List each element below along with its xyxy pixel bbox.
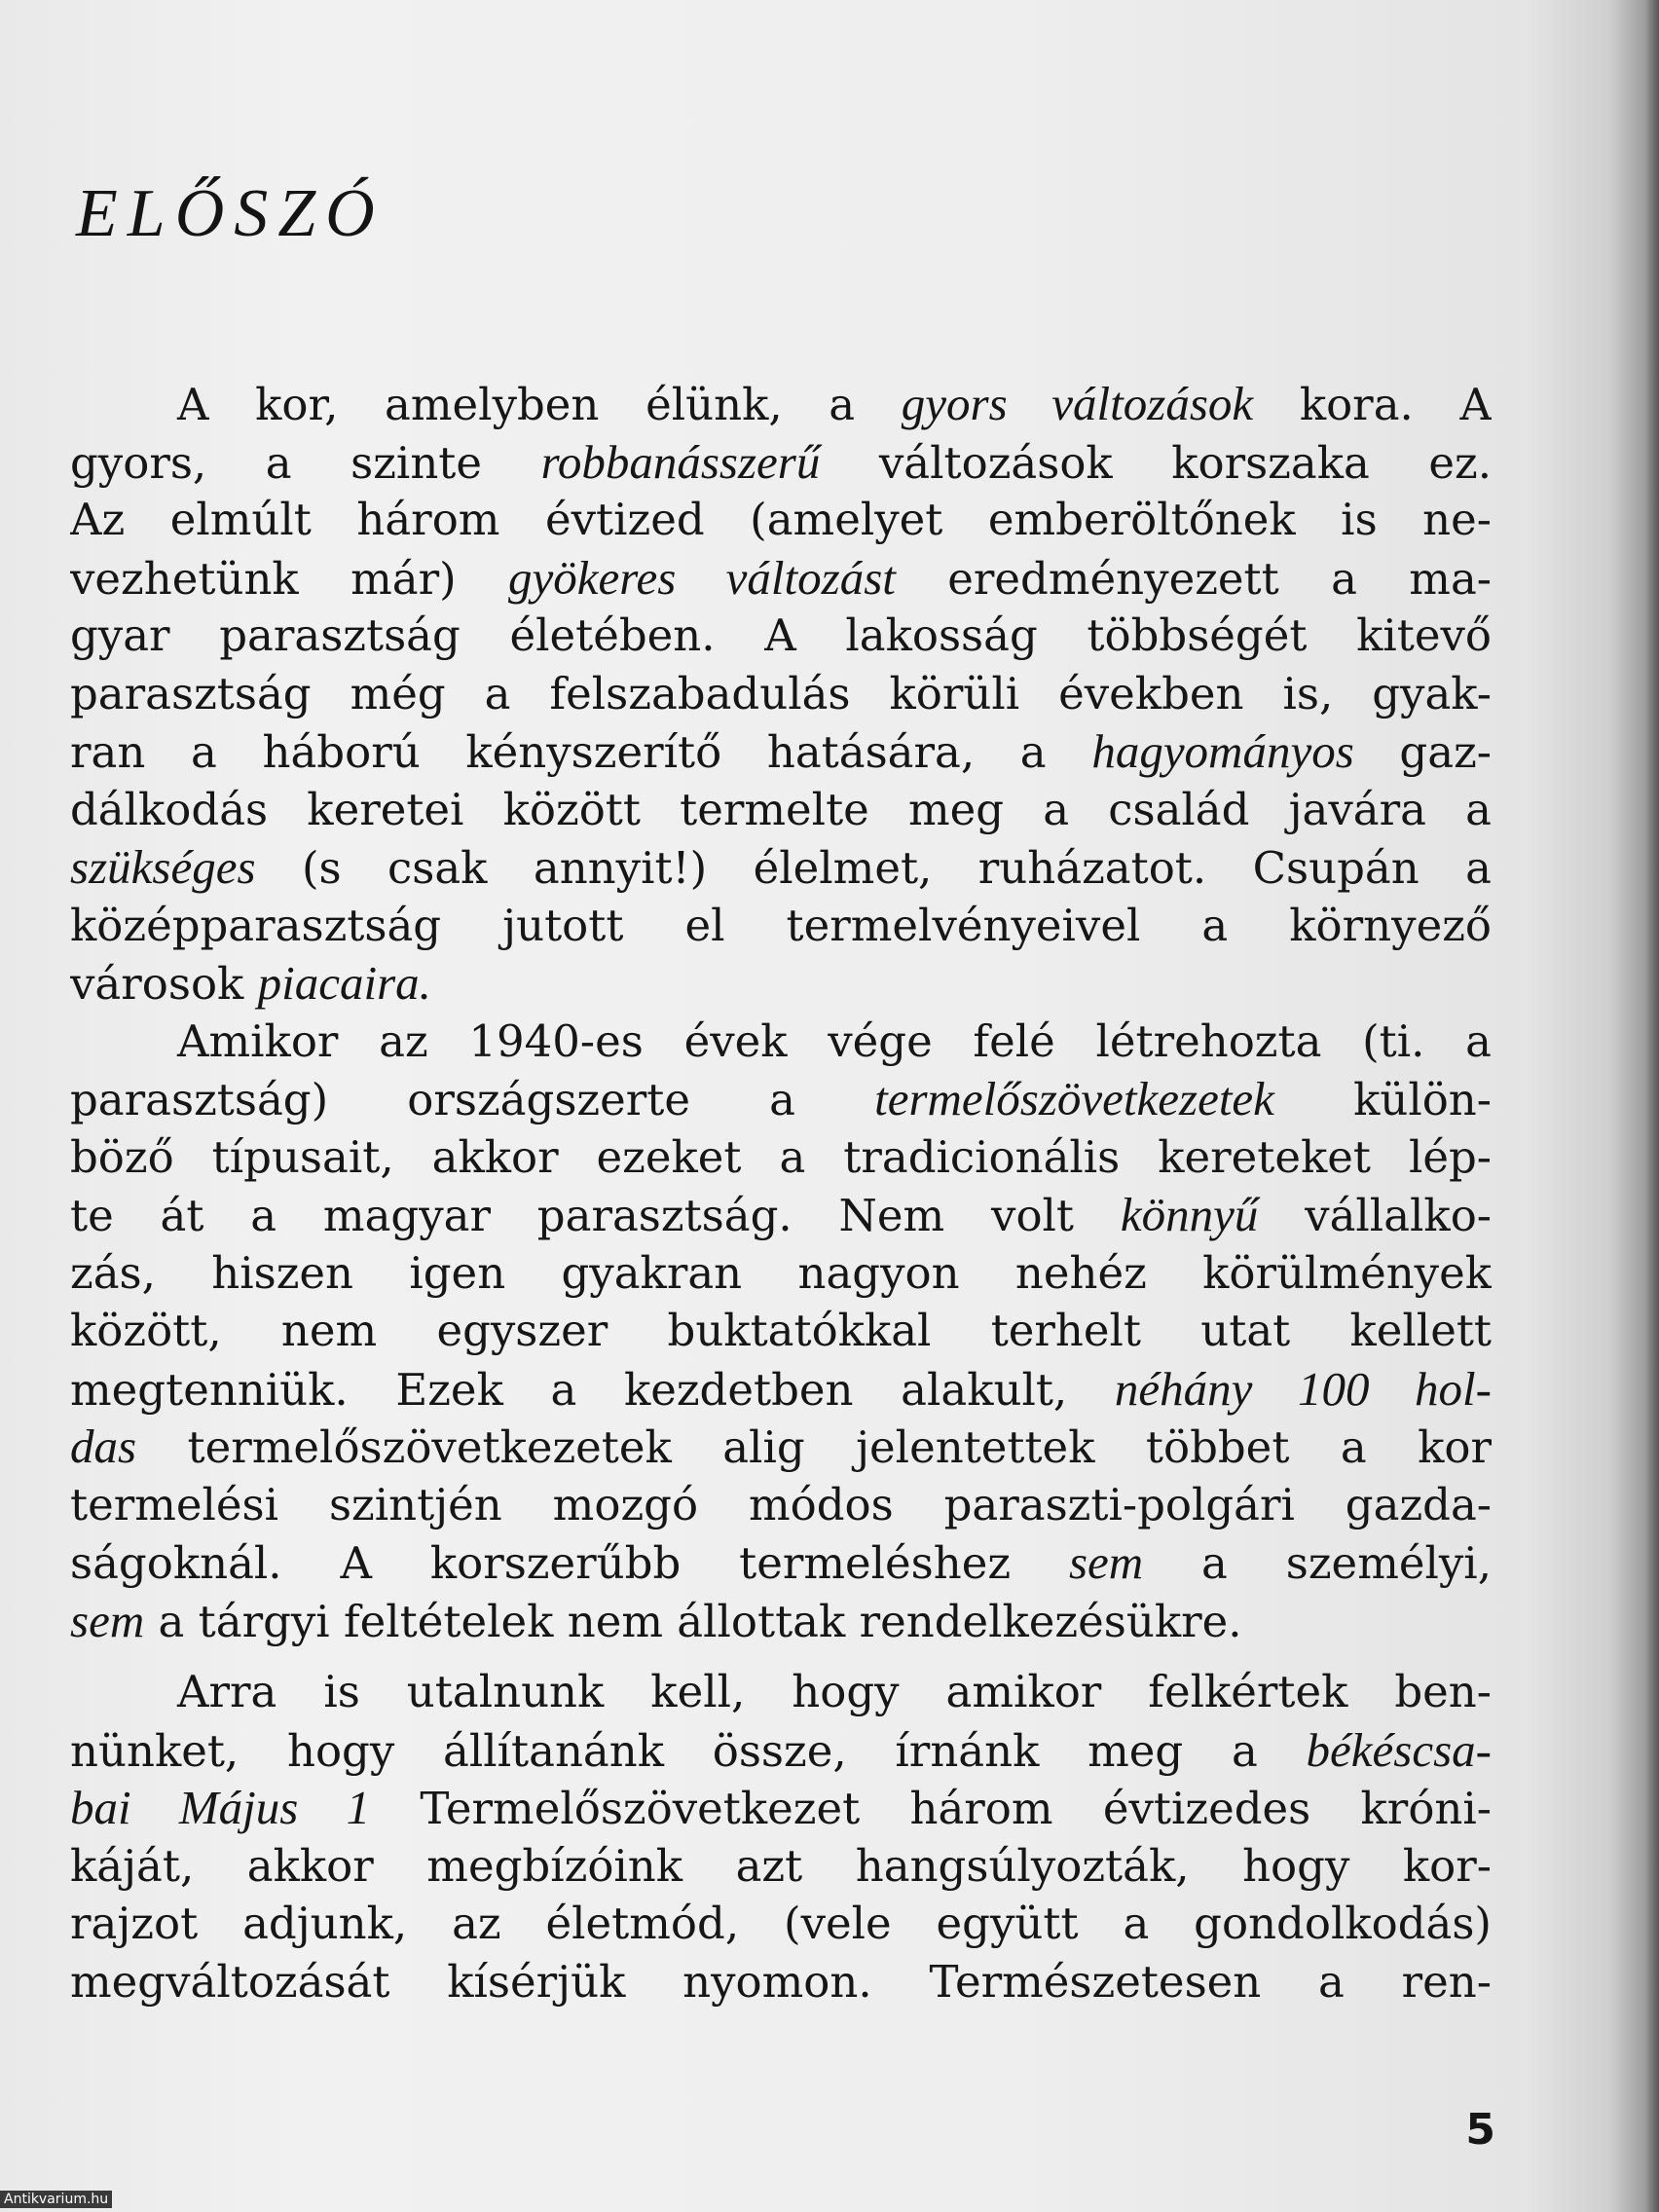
text-line: Amikor az 1940-es évek vége felé létrehozta (ti. a (177, 1014, 1492, 1067)
emphasis: szükséges (70, 840, 256, 894)
text-line: das termelőszövetkezetek alig jelentettek többet a kor (70, 1419, 1492, 1473)
text-line: gyar parasztság életében. A lakosság többségét kitevő (70, 609, 1492, 661)
emphasis: gyökeres változást (508, 550, 896, 605)
text-line: sem a tárgyi feltételek nem állottak rendelkezésükre. (70, 1593, 1242, 1647)
body-text (70, 375, 1492, 2010)
text-line: vezhetünk már) gyökeres változást eredményezett a ma- (70, 550, 1492, 605)
emphasis: gyors változások (901, 377, 1254, 430)
text-line: parasztság még a felszabadulás körüli években is, gyak- (70, 667, 1492, 719)
emphasis: piacaira. (257, 956, 431, 1010)
emphasis: békéscsa- (1306, 1722, 1492, 1777)
paragraph (70, 1663, 1492, 2010)
text-line: böző típusait, akkor ezeket a tradicionális kereteket lép- (70, 1130, 1492, 1183)
text-line: ságoknál. A korszerűbb termeléshez sem a személyi, (70, 1535, 1492, 1589)
text-line: dálkodás keretei között termelte meg a család javára a (70, 783, 1492, 835)
text-line: középparasztság jutott el termelvényeivel a környező (70, 899, 1492, 951)
emphasis: könnyű (1120, 1188, 1259, 1241)
text-line: Arra is utalnunk kell, hogy amikor felkértek ben- (177, 1666, 1492, 1717)
text-line: parasztság) országszerte a termelőszövetkezetek külön- (70, 1072, 1492, 1125)
emphasis: néhány 100 hol- (1114, 1361, 1492, 1416)
text-line: megtenniük. Ezek a kezdetben alakult, néhány 100 hol- (70, 1361, 1492, 1416)
emphasis: das (70, 1419, 137, 1473)
page-number: 5 (1465, 2105, 1495, 2155)
text-line: megváltozását kísérjük nyomon. Természetesen a ren- (70, 1955, 1492, 2008)
emphasis: sem (70, 1593, 145, 1647)
text-line: nünket, hogy állítanánk össze, írnánk meg a békéscsa- (70, 1722, 1492, 1777)
page-edge-shadow (1645, 0, 1659, 2212)
emphasis: sem (1068, 1535, 1144, 1589)
watermark: Antikvarium.hu (0, 2191, 112, 2208)
emphasis: termelőszövetkezetek (874, 1072, 1274, 1125)
emphasis: robbanásszerű (540, 434, 821, 489)
page-title: ELŐSZÓ (76, 176, 385, 251)
text-line: termelési szintjén mozgó módos paraszti-polgári gazda- (70, 1478, 1492, 1530)
emphasis: bai Május 1 (70, 1781, 371, 1834)
paragraph (70, 375, 1492, 1013)
text-line: között, nem egyszer buktatókkal terhelt utat kellett (70, 1305, 1492, 1356)
text-line: szükséges (s csak annyit!) élelmet, ruházatot. Csupán a (70, 840, 1492, 894)
text-line: Az elmúlt három évtized (amelyet emberöltőnek is ne- (70, 494, 1492, 545)
text-line: zás, hiszen igen gyakran nagyon nehéz körülmények (70, 1246, 1492, 1299)
emphasis: hagyományos (1091, 724, 1354, 778)
paragraph (70, 1013, 1492, 1650)
text-line: bai Május 1 Termelőszövetkezet három évtizedes króni- (70, 1781, 1492, 1834)
text-line: ran a háború kényszerítő hatására, a hagyományos gaz- (70, 724, 1492, 778)
text-line: rajzot adjunk, az életmód, (vele együtt a gondolkodás) (70, 1898, 1492, 1949)
text-line: A kor, amelyben élünk, a gyors változások kora. A (177, 377, 1492, 430)
text-line: te át a magyar parasztság. Nem volt könnyű vállalko- (70, 1188, 1492, 1241)
text-line: káját, akkor megbízóink azt hangsúlyozták, hogy kor- (70, 1839, 1492, 1892)
text-line: gyors, a szinte robbanásszerű változások korszaka ez. (70, 434, 1492, 489)
text-line: városok piacaira. (70, 956, 431, 1010)
